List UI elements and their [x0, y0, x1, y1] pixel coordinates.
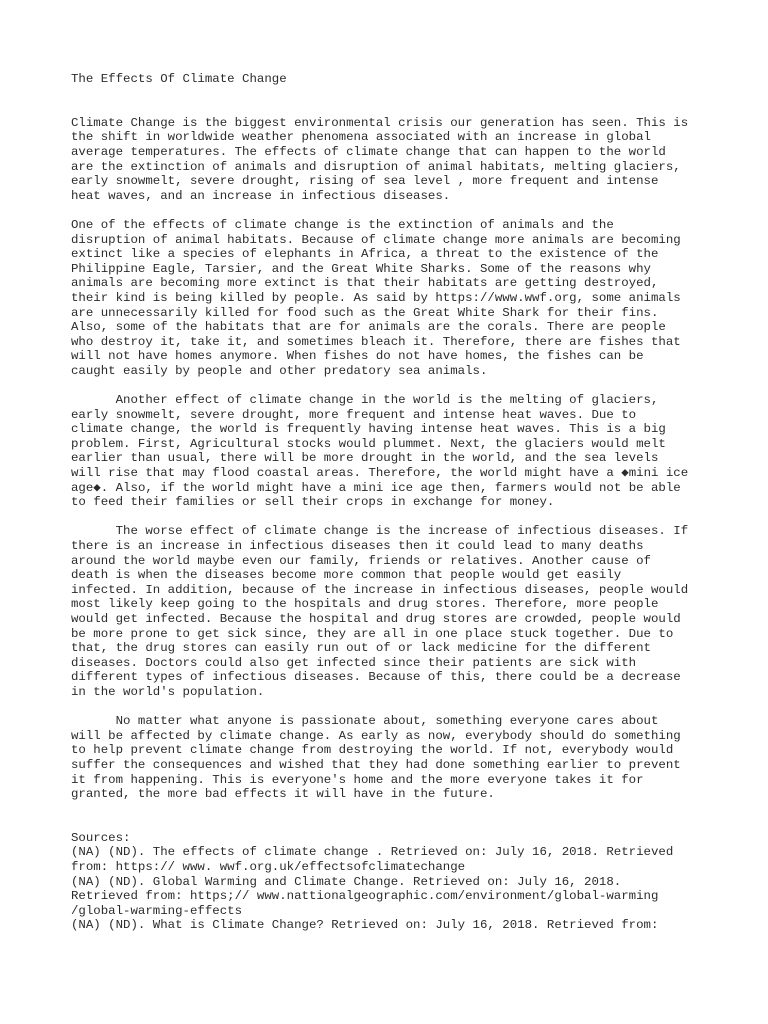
- text-line: early snowmelt, severe drought, more frequent and intense heat waves. Due to: [71, 407, 637, 422]
- text-line: most likely keep going to the hospitals and drug stores. Therefore, more people: [71, 597, 659, 612]
- text-line: who destroy it, take it, and sometimes bleach it. Therefore, there are fishes that: [71, 334, 681, 349]
- sources-section: [71, 831, 711, 933]
- text-line: infected. In addition, because of the increase in infectious diseases, people would: [71, 582, 689, 597]
- text-line: that, the drug stores can easily run out of or lack medicine for the different: [71, 641, 651, 656]
- text-line: Philippine Eagle, Tarsier, and the Great White Sharks. Some of the reasons why: [71, 261, 651, 276]
- text-line: age◆. Also, if the world might have a mini ice age then, farmers would not be able: [71, 480, 681, 495]
- text-line: the shift in worldwide weather phenomena associated with an increase in global: [71, 130, 651, 145]
- text-line: diseases. Doctors could also get infected since their patients are sick with: [71, 655, 637, 670]
- text-line: /global-warming-effects: [71, 903, 243, 918]
- text-line: to feed their families or sell their crops in exchange for money.: [71, 495, 555, 510]
- text-line: from: https:// www. wwf.org.uk/effectsofclimatechange: [71, 860, 466, 875]
- text-line: will not have homes anymore. When fishes do not have homes, the fishes can be: [71, 349, 644, 364]
- text-line: One of the effects of climate change is the extinction of animals and the: [71, 217, 614, 232]
- document-title: The Effects Of Climate Change: [71, 72, 287, 86]
- text-line: climate change, the world is frequently having intense heat waves. This is a big: [71, 422, 666, 437]
- text-line: The worse effect of climate change is the increase of infectious diseases. If: [71, 524, 689, 539]
- text-line: caught easily by people and other predatory sea animals.: [71, 363, 488, 378]
- text-line: be more prone to get sick since, they are all in one place stuck together. Due to: [71, 626, 674, 641]
- text-line: there is an increase in infectious diseases then it could lead to many deaths: [71, 539, 644, 553]
- text-line: to help prevent climate change from destroying the world. If not, everybody would: [71, 743, 674, 758]
- text-line: would get infected. Because the hospital and drug stores are crowded, people would: [71, 611, 681, 626]
- text-line: Also, some of the habitats that are for animals are the corals. There are people: [71, 320, 666, 335]
- text-line: disruption of animal habitats. Because of climate change more animals are becoming: [71, 232, 681, 247]
- paragraph-introduction: [71, 116, 711, 204]
- paragraph-conclusion: [71, 714, 711, 802]
- text-line: problem. First, Agricultural stocks would plummet. Next, the glaciers would melt: [71, 436, 666, 451]
- text-line: Sources:: [71, 830, 131, 845]
- document-title-block: [71, 72, 711, 87]
- text-line: it from happening. This is everyone's home and the more everyone takes it for: [71, 772, 644, 787]
- text-line: suffer the consequences and wished that they had done something earlier to prevent: [71, 757, 681, 772]
- text-line: average temperatures. The effects of climate change that can happen to the world: [71, 144, 666, 159]
- text-line: No matter what anyone is passionate about, something everyone cares about: [71, 714, 659, 729]
- text-line: early snowmelt, severe drought, rising of sea level , more frequent and intense: [71, 174, 659, 189]
- text-line: (NA) (ND). Global Warming and Climate Change. Retrieved on: July 16, 2018.: [71, 874, 622, 889]
- text-line: Retrieved from: https;// www.nattionalgeographic.com/environment/global-warming: [71, 889, 659, 904]
- text-line: will be affected by climate change. As early as now, everybody should do something: [71, 728, 681, 743]
- text-line: their kind is being killed by people. As said by https://www.wwf.org, some animals: [71, 290, 681, 305]
- text-line: are the extinction of animals and disruption of animal habitats, melting glaciers,: [71, 159, 681, 174]
- text-line: Another effect of climate change in the world is the melting of glaciers,: [71, 393, 659, 408]
- text-line: will rise that may flood coastal areas. Therefore, the world might have a ◆mini ice: [71, 466, 689, 481]
- text-line: death is when the diseases become more common that people would get easily: [71, 568, 622, 583]
- text-line: granted, the more bad effects it will have in the future.: [71, 787, 495, 802]
- paragraph-glaciers: [71, 393, 711, 510]
- text-line: in the world's population.: [71, 684, 265, 699]
- text-line: heat waves, and an increase in infectious diseases.: [71, 188, 451, 203]
- paragraph-diseases: [71, 524, 711, 699]
- text-line: are unnecessarily killed for food such as the Great White Shark for their fins.: [71, 305, 659, 320]
- text-line: (NA) (ND). The effects of climate change . Retrieved on: July 16, 2018. Retrieved: [71, 845, 674, 860]
- paragraph-extinction: [71, 218, 711, 379]
- text-line: animals are becoming more extinct is that their habitats are getting destroyed,: [71, 276, 659, 291]
- text-line: (NA) (ND). What is Climate Change? Retrieved on: July 16, 2018. Retrieved from:: [71, 918, 659, 933]
- text-line: Climate Change is the biggest environmental crisis our generation has seen. This is: [71, 115, 689, 130]
- document-page: [71, 72, 711, 933]
- text-line: different types of infectious diseases. Because of this, there could be a decrease: [71, 670, 681, 685]
- text-line: around the world maybe even our family, friends or relatives. Another cause of: [71, 553, 651, 568]
- text-line: extinct like a species of elephants in Africa, a threat to the existence of the: [71, 247, 659, 262]
- text-line: earlier than usual, there will be more drought in the world, and the sea levels: [71, 451, 659, 466]
